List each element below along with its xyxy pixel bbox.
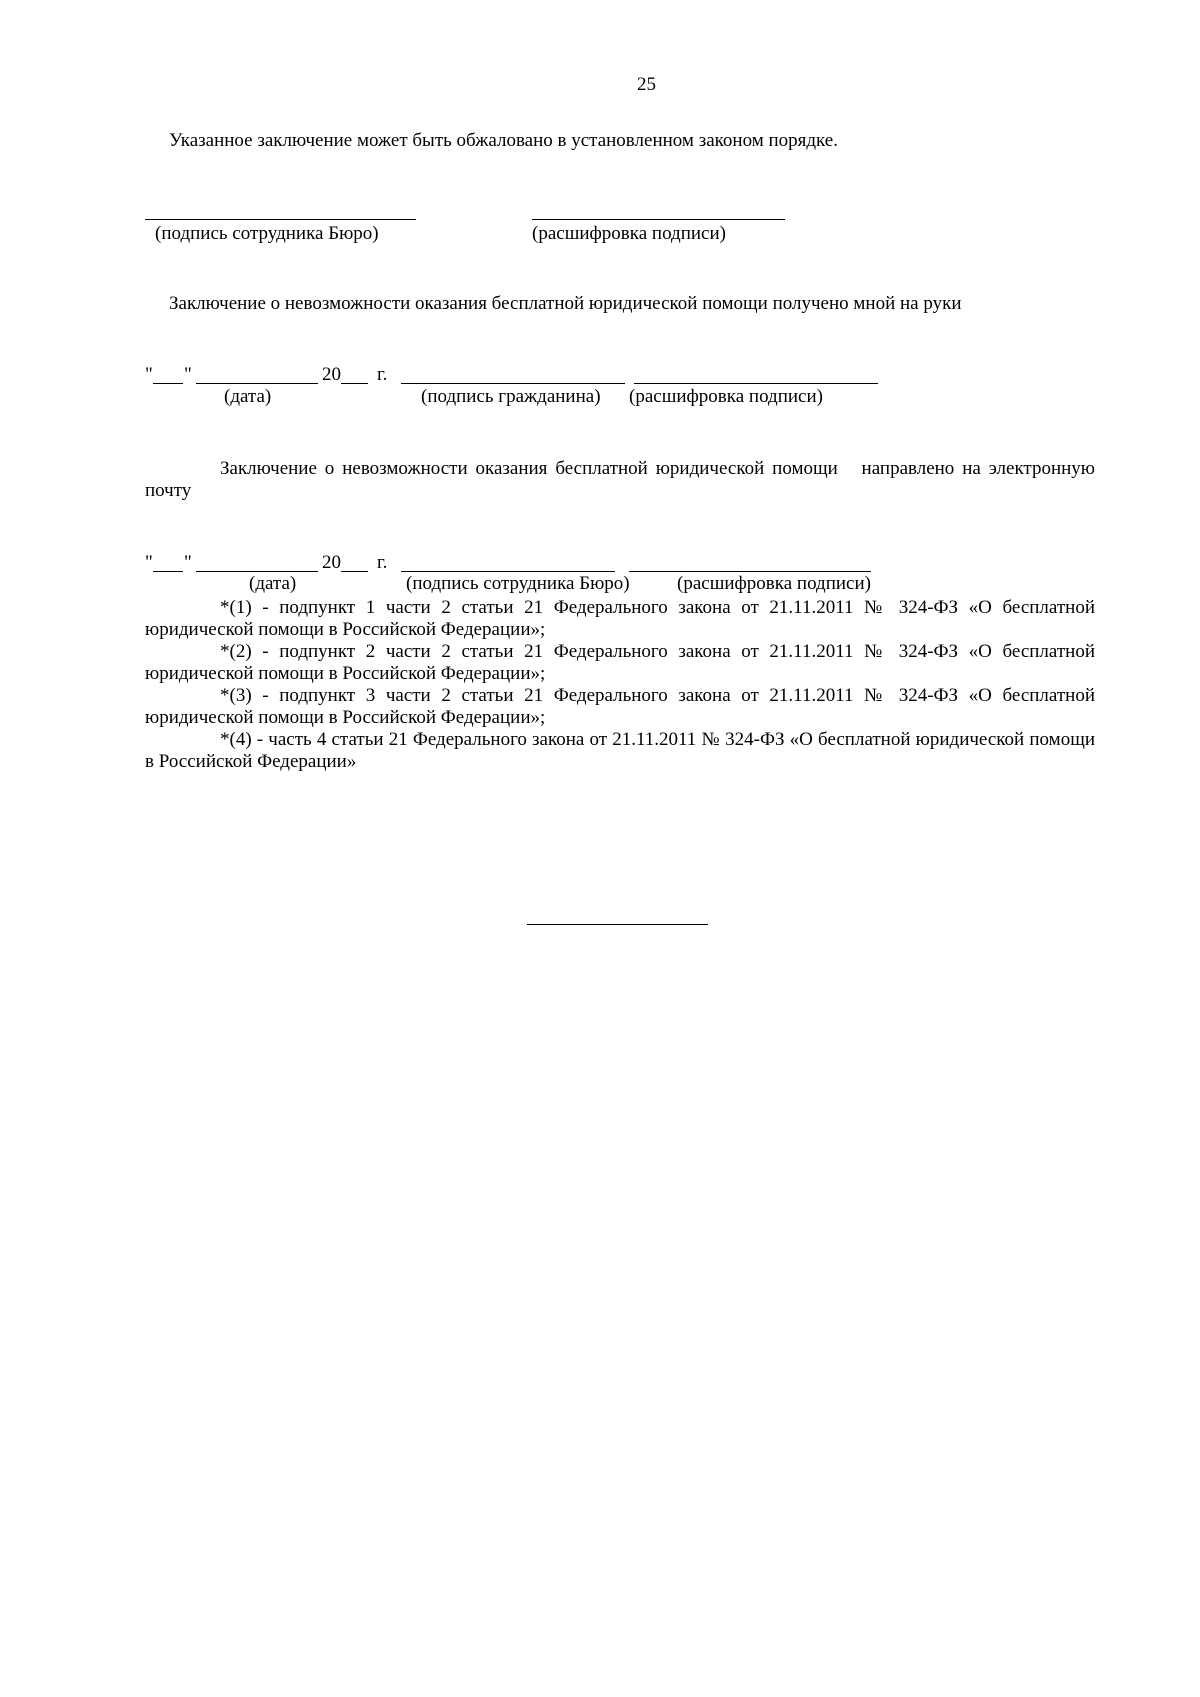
end-separator <box>527 924 708 925</box>
employee-signature-line <box>401 571 615 572</box>
quote-close: " <box>184 364 192 385</box>
caption-date: (дата) <box>249 573 297 594</box>
caption-date: (дата) <box>224 386 272 407</box>
month-line <box>196 383 318 384</box>
employee-decode-line <box>629 571 871 572</box>
sent-text-body: Заключение о невозможности оказания бесплатной юридической помощи направлено на электронную почту <box>145 458 1100 501</box>
day-line <box>153 383 183 384</box>
year-prefix: 20 <box>322 364 341 385</box>
caption-employee-signature: (подпись сотрудника Бюро) <box>406 573 630 594</box>
received-text: Заключение о невозможности оказания бесплатной юридической помощи получено мной на руки <box>169 293 962 314</box>
caption-citizen-signature: (подпись гражданина) <box>421 386 601 407</box>
year-line <box>341 383 368 384</box>
year-prefix: 20 <box>322 552 341 573</box>
appeal-text: Указанное заключение может быть обжаловано в установленном законом порядке. <box>169 130 838 151</box>
caption-signature-decode: (расшифровка подписи) <box>532 223 726 244</box>
footnote-1: *(1) - подпункт 1 части 2 статьи 21 Федерального закона от 21.11.2011 № 324-ФЗ «О бесплатной юридической помощи в Российской Федерации»; <box>145 597 1095 640</box>
month-line <box>196 571 318 572</box>
quote-close: " <box>184 552 192 573</box>
year-line <box>341 571 368 572</box>
caption-employee-decode: (расшифровка подписи) <box>677 573 871 594</box>
quote-open: " <box>145 364 153 385</box>
footnote-3: *(3) - подпункт 3 части 2 статьи 21 Федерального закона от 21.11.2011 № 324-ФЗ «О бесплатной юридической помощи в Российской Федерации»; <box>145 685 1095 728</box>
footnotes <box>145 597 1095 773</box>
page-number: 25 <box>637 74 656 95</box>
footnote-4: *(4) - часть 4 статьи 21 Федерального закона от 21.11.2011 № 324-ФЗ «О бесплатной юридической помощи в Российской Федерации» <box>145 729 1095 772</box>
sent-text <box>145 458 1100 502</box>
citizen-decode-line <box>634 383 878 384</box>
caption-employee-signature: (подпись сотрудника Бюро) <box>155 223 379 244</box>
year-suffix: г. <box>377 364 388 385</box>
citizen-signature-line <box>401 383 625 384</box>
year-suffix: г. <box>377 552 388 573</box>
signature-line-employee <box>145 219 416 220</box>
signature-line-decode <box>532 219 785 220</box>
quote-open: " <box>145 552 153 573</box>
caption-citizen-decode: (расшифровка подписи) <box>629 386 823 407</box>
footnote-2: *(2) - подпункт 2 части 2 статьи 21 Федерального закона от 21.11.2011 № 324-ФЗ «О бесплатной юридической помощи в Российской Федерации»; <box>145 641 1095 684</box>
day-line <box>153 571 183 572</box>
